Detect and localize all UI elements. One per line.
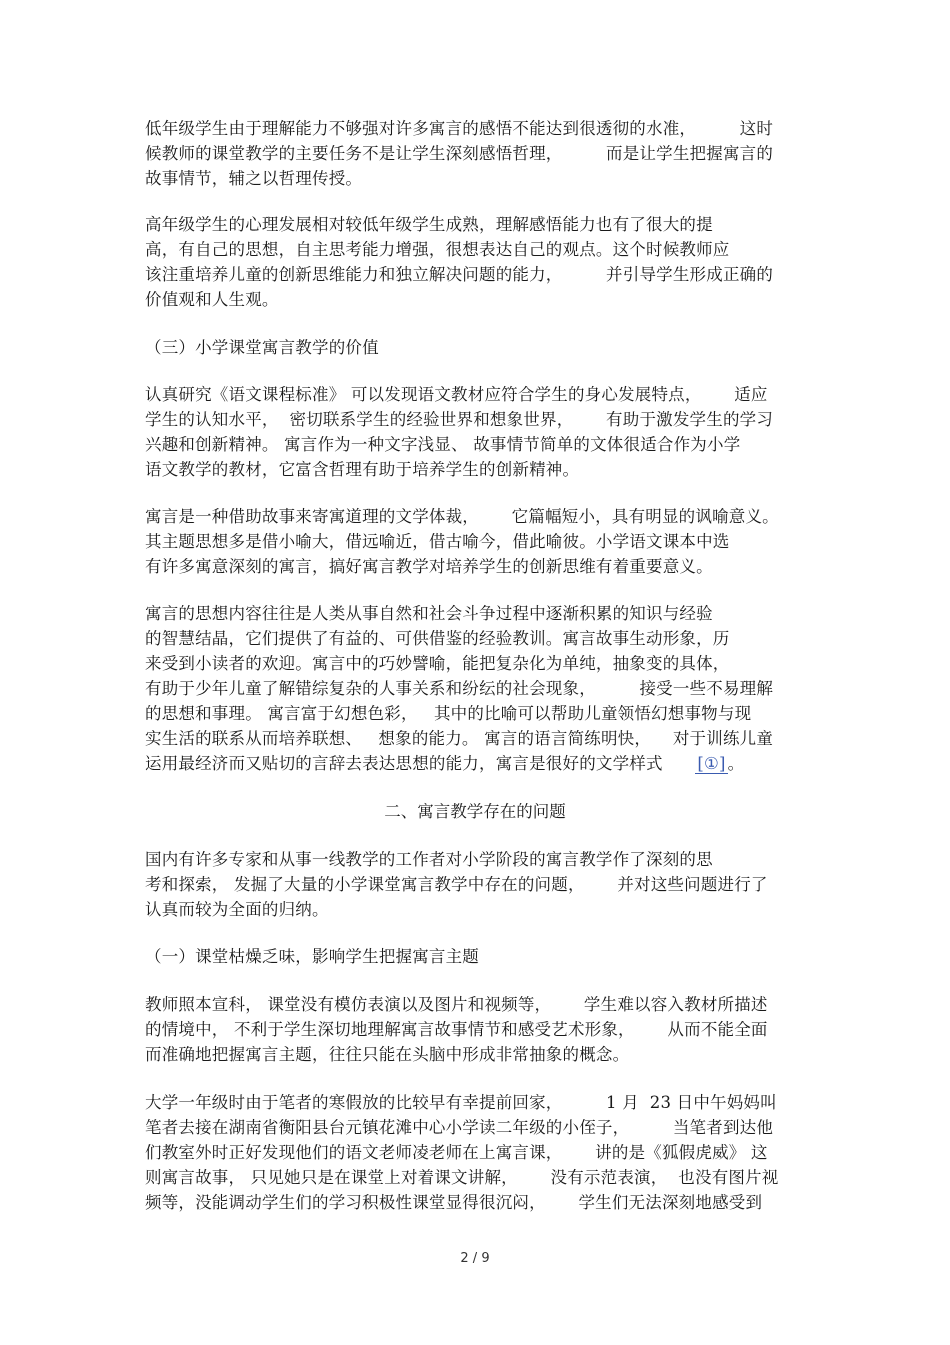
- text-line: 兴趣和创新精神。 寓言作为一种文字浅显、 故事情节简单的文体很适合作为小学: [145, 435, 741, 454]
- text-line-with-footnote: [145, 753, 744, 775]
- text-line: 候教师的课堂教学的主要任务不是让学生深刻感悟哲理， 而是让学生把握寓言的: [145, 144, 774, 163]
- text-line: 该注重培养儿童的创新思维能力和独立解决问题的能力， 并引导学生形成正确的: [145, 265, 774, 284]
- text-line: 考和探索， 发掘了大量的小学课堂寓言教学中存在的问题， 并对这些问题进行了: [145, 875, 768, 894]
- text-line: 的智慧结晶，它们提供了有益的、可供借鉴的经验教训。寓言故事生动形象，历: [145, 629, 730, 648]
- text-line: 来受到小读者的欢迎。寓言中的巧妙譬喻，能把复杂化为单纯，抽象变的具体，: [145, 654, 730, 673]
- text-line: 大学一年级时由于笔者的寒假放的比较早有幸提前回家， 1 月 23 日中午妈妈叫: [145, 1093, 777, 1112]
- section-title: 二、寓言教学存在的问题: [384, 802, 566, 821]
- text-line: 实生活的联系从而培养联想、 想象的能力。 寓言的语言简练明快， 对于训练儿童: [145, 729, 774, 748]
- text-line: 的情境中， 不利于学生深切地理解寓言故事情节和感受艺术形象， 从而不能全面: [145, 1020, 768, 1039]
- text-line: 学生的认知水平， 密切联系学生的经验世界和想象世界， 有助于激发学生的学习: [145, 410, 774, 429]
- text-line: 们教室外时正好发现他们的语文老师凌老师在上寓言课， 讲的是《狐假虎威》 这: [145, 1143, 768, 1162]
- text-line: 的思想和事理。 寓言富于幻想色彩， 其中的比喻可以帮助儿童领悟幻想事物与现: [145, 704, 752, 723]
- text-line: 其主题思想多是借小喻大，借远喻近，借古喻今，借此喻彼。小学语文课本中选: [145, 532, 730, 551]
- text-line: 故事情节，辅之以哲理传授。: [145, 169, 363, 188]
- text-line: 寓言的思想内容往往是人类从事自然和社会斗争过程中逐渐积累的知识与经验: [145, 604, 713, 623]
- section-heading: （三）小学课堂寓言教学的价值: [145, 338, 379, 357]
- text-segment: 运用最经济而又贴切的言辞去表达思想的能力，寓言是很好的文学样式: [145, 754, 696, 773]
- text-line: 频等，没能调动学生们的学习积极性课堂显得很沉闷， 学生们无法深刻地感受到: [145, 1193, 763, 1212]
- section-heading: （一）课堂枯燥乏味，影响学生把握寓言主题: [145, 947, 479, 966]
- text-line: 认真研究《语文课程标准》 可以发现语文教材应符合学生的身心发展特点， 适应: [145, 385, 768, 404]
- text-line: 则寓言故事， 只见她只是在课堂上对着课文讲解， 没有示范表演， 也没有图片视: [145, 1168, 779, 1187]
- text-line: 语文教学的教材，它富含哲理有助于培养学生的创新精神。: [145, 460, 580, 479]
- footnote-ref-link[interactable]: [①]: [697, 754, 726, 773]
- text-line: 而准确地把握寓言主题，往往只能在头脑中形成非常抽象的概念。: [145, 1045, 630, 1064]
- page-number: 2 / 9: [460, 1251, 490, 1266]
- text-line: 有助于少年儿童了解错综复杂的人事关系和纷纭的社会现象， 接受一些不易理解: [145, 679, 774, 698]
- text-line: 国内有许多专家和从事一线教学的工作者对小学阶段的寓言教学作了深刻的思: [145, 850, 713, 869]
- text-line: 笔者去接在湖南省衡阳县台元镇花滩中心小学读二年级的小侄子， 当笔者到达他: [145, 1118, 774, 1137]
- text-line: 认真而较为全面的归纳。: [145, 900, 329, 919]
- text-line: 低年级学生由于理解能力不够强对许多寓言的感悟不能达到很透彻的水准， 这时: [145, 119, 774, 138]
- text-line: 高年级学生的心理发展相对较低年级学生成熟，理解感悟能力也有了很大的提: [145, 215, 713, 234]
- text-segment: 。: [727, 754, 745, 773]
- text-line: 高，有自己的思想，自主思考能力增强，很想表达自己的观点。这个时候教师应: [145, 240, 730, 259]
- text-line: 教师照本宣科， 课堂没有模仿表演以及图片和视频等， 学生难以容入教材所描述: [145, 995, 768, 1014]
- text-line: 有许多寓意深刻的寓言，搞好寓言教学对培养学生的创新思维有着重要意义。: [145, 557, 713, 576]
- text-line: 寓言是一种借助故事来寄寓道理的文学体裁， 它篇幅短小，具有明显的讽喻意义。: [145, 507, 779, 526]
- text-line: 价值观和人生观。: [145, 290, 279, 309]
